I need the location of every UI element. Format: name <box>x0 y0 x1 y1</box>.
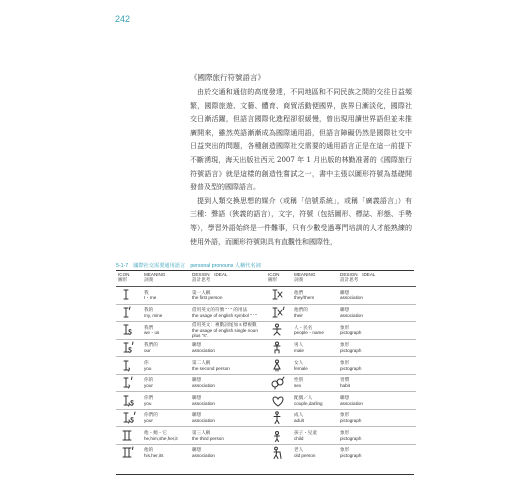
table-row <box>116 374 416 392</box>
design-zh: 第一人稱 <box>192 289 211 295</box>
bar-comma-icon <box>120 359 136 373</box>
design-zh: 象形 <box>340 429 350 435</box>
design-en: habit <box>340 383 350 389</box>
design-cell <box>190 322 266 340</box>
design-en: association <box>192 348 215 354</box>
meaning-en: female <box>294 365 308 371</box>
icon-cell <box>266 392 292 410</box>
design-cell <box>338 357 416 375</box>
design-en: association <box>192 400 215 406</box>
design-en: association <box>192 418 215 424</box>
table-caption: 5-1-7 國際社交需要通用語言 personal pronouns 人稱代名詞 <box>116 263 261 269</box>
design-zh: 聯想 <box>192 342 202 348</box>
design-en: the usage of english single noun plus "s". <box>192 327 258 339</box>
meaning-en: child <box>294 435 304 441</box>
design-zh: 聯想 <box>340 307 350 313</box>
table-row <box>116 409 416 427</box>
adult-figure-icon <box>270 411 286 425</box>
meaning-en: your <box>144 383 153 389</box>
meaning-zh: 孩子・兒童 <box>294 429 317 435</box>
meaning-en: their <box>294 312 303 318</box>
page-number: 242 <box>115 14 131 24</box>
table-row <box>116 322 416 340</box>
icon-cell <box>116 339 142 357</box>
meaning-zh: 性別 <box>294 377 304 383</box>
meaning-cell <box>142 392 190 410</box>
header-icon: ICON 圖形 <box>116 271 142 287</box>
design-cell <box>338 392 416 410</box>
sex-symbol-icon <box>270 376 286 390</box>
design-zh: 象形 <box>340 359 350 365</box>
meaning-en: your <box>144 418 153 424</box>
icon-cell <box>116 304 142 322</box>
icon-cell <box>266 304 292 322</box>
section-heading: 《國際旅行符號語言》 <box>190 73 265 82</box>
icon-cell <box>116 444 142 461</box>
multi-bar-icon <box>270 288 286 302</box>
design-en: pictograph <box>340 435 362 441</box>
header-design: DESIGN IDEAL 設計思考 <box>190 271 266 287</box>
meaning-cell <box>142 374 190 392</box>
meaning-zh: 他們的 <box>294 307 308 313</box>
child-figure-icon <box>270 429 286 443</box>
table-bottom-rule <box>116 474 414 475</box>
design-cell <box>190 304 266 322</box>
icon-cell <box>266 287 292 305</box>
icon-cell <box>266 339 292 357</box>
meaning-zh: 我的 <box>144 307 154 313</box>
icon-cell <box>266 322 292 340</box>
design-zh: 聯想 <box>192 394 202 400</box>
person-figure-icon <box>270 323 286 337</box>
meaning-zh: 你的 <box>144 377 154 383</box>
meaning-zh: 男人 <box>294 342 304 348</box>
meaning-en: couple,darling <box>294 400 323 406</box>
design-cell <box>338 322 416 340</box>
table-row <box>116 392 416 410</box>
double-bar-apostrophe-icon <box>120 446 136 460</box>
design-zh: 聯想 <box>192 412 202 418</box>
bar-comma-apostrophe-icon <box>120 376 136 390</box>
design-cell <box>190 357 266 375</box>
table-row <box>116 287 416 305</box>
design-zh: 聯想 <box>340 394 350 400</box>
design-cell <box>190 287 266 305</box>
design-cell <box>190 339 266 357</box>
icon-cell <box>266 427 292 445</box>
meaning-en: you <box>144 400 152 406</box>
meaning-zh: 你們的 <box>144 412 158 418</box>
old-person-figure-icon <box>270 446 286 460</box>
design-cell <box>190 427 266 445</box>
icon-cell <box>116 409 142 427</box>
meaning-en: sex <box>294 383 302 389</box>
design-en: pictograph <box>340 348 362 354</box>
icon-cell <box>116 287 142 305</box>
meaning-cell <box>142 409 190 427</box>
meaning-cell <box>292 339 338 357</box>
design-zh: 聯想 <box>340 289 350 295</box>
table-header-row <box>116 271 416 287</box>
design-cell <box>338 374 416 392</box>
meaning-zh: 他・她・它 <box>144 429 167 435</box>
table-row <box>116 444 416 461</box>
design-cell <box>338 427 416 445</box>
meaning-cell <box>142 322 190 340</box>
design-cell <box>190 392 266 410</box>
design-en: the first person <box>192 295 223 301</box>
header-design-2: DESIGN IDEAL 設計思考 <box>338 271 416 287</box>
design-cell <box>338 304 416 322</box>
meaning-cell <box>292 444 338 461</box>
header-meaning-2: MEANING 詞義 <box>292 271 338 287</box>
icon-cell <box>116 322 142 340</box>
design-zh: 象形 <box>340 342 350 348</box>
meaning-cell <box>142 304 190 322</box>
icon-cell <box>266 357 292 375</box>
header-icon-2: ICON 圖形 <box>266 271 292 287</box>
meaning-cell <box>292 287 338 305</box>
icon-cell <box>266 409 292 427</box>
pronoun-table <box>116 271 416 461</box>
design-zh: 聯想 <box>192 447 202 453</box>
meaning-zh: 老人 <box>294 447 304 453</box>
meaning-en: adult <box>294 418 304 424</box>
meaning-cell <box>142 287 190 305</box>
design-cell <box>338 287 416 305</box>
meaning-cell <box>142 427 190 445</box>
meaning-zh: 他們 <box>294 289 304 295</box>
design-cell <box>190 444 266 461</box>
meaning-zh: 人・民名 <box>294 324 313 330</box>
double-bar-icon <box>120 429 136 443</box>
meaning-cell <box>142 357 190 375</box>
design-en: the usage of english symbol " ' " <box>192 312 257 318</box>
paragraph-1: 由於交通和通信的高度發達，不同地區和不同民族之間的交往日益頻繁，國際旅遊、文藝、體育、商貿活動便國界，族界日漸淡化，國際社交日漸活躍，但語言國際化進程卻很緩慢，曾出現用讀世界語但並未推廣開來，雖然英語漸漸成為國際通用語，但語言障礙仍然是國際社交中日益突出的問題，各種創造國際社交需要的通用語言正是在這一前提下不斷湧現，海天出版社西元 2007 年 1 月出版的林勤准著的《國際旅行符號語言》就是這樣的創造性嘗試之一，書中主張以圖形符號為基礎開發普及型的國際語言。 <box>190 88 412 192</box>
design-cell <box>338 409 416 427</box>
meaning-en: they/them <box>294 295 315 301</box>
design-zh: 借用英文：複數詞尾加 s 標複數 <box>192 322 257 327</box>
design-en: association <box>192 383 215 389</box>
meaning-cell <box>292 374 338 392</box>
single-bar-icon <box>120 288 136 302</box>
meaning-zh: 我 <box>144 289 149 295</box>
female-figure-icon <box>270 359 286 373</box>
design-cell <box>190 409 266 427</box>
meaning-cell <box>292 304 338 322</box>
design-en: pictograph <box>340 453 362 459</box>
icon-cell <box>116 392 142 410</box>
meaning-cell <box>292 392 338 410</box>
meaning-zh: 女人 <box>294 359 304 365</box>
design-zh: 象形 <box>340 447 350 453</box>
design-en: pictograph <box>340 418 362 424</box>
table-row <box>116 304 416 322</box>
icon-cell <box>266 374 292 392</box>
design-zh: 第三人稱 <box>192 429 211 435</box>
table-row <box>116 339 416 357</box>
meaning-en: we・us <box>144 330 160 336</box>
body-text <box>190 86 412 249</box>
design-zh: 第二人稱 <box>192 359 211 365</box>
bar-comma-s-icon <box>120 394 136 408</box>
design-en: association <box>340 400 363 406</box>
meaning-en: his,her,its <box>144 453 164 459</box>
meaning-zh: 我們的 <box>144 342 158 348</box>
meaning-en: old person <box>294 453 316 459</box>
meaning-en: you <box>144 365 152 371</box>
table-row <box>116 427 416 445</box>
icon-cell <box>116 427 142 445</box>
design-zh: 象形 <box>340 324 350 330</box>
meaning-en: people・name <box>294 330 324 336</box>
meaning-zh: 你們 <box>144 394 154 400</box>
multi-bar-apostrophe-icon <box>270 306 286 320</box>
meaning-en: our <box>144 348 151 354</box>
design-en: the third person <box>192 435 224 441</box>
meaning-zh: 我們 <box>144 324 154 330</box>
design-zh: 借用英文的符號 " ' " 的用法 <box>192 307 248 313</box>
design-en: pictograph <box>340 365 362 371</box>
male-figure-icon <box>270 341 286 355</box>
bar-s-icon <box>120 323 136 337</box>
icon-cell <box>116 374 142 392</box>
meaning-zh: 他的 <box>144 447 154 453</box>
meaning-zh: 成人 <box>294 412 304 418</box>
meaning-cell <box>292 357 338 375</box>
design-cell <box>338 444 416 461</box>
design-en: the second person <box>192 365 230 371</box>
design-en: association <box>192 453 215 459</box>
design-cell <box>190 374 266 392</box>
meaning-en: he,him,she,her,it <box>144 435 178 441</box>
meaning-zh: 你 <box>144 359 149 365</box>
meaning-cell <box>142 444 190 461</box>
paragraph-2: 提到人類交換思想的媒介（或稱「信號系統」，或稱「廣義語言」）有三種：聲語（狹義的語言），文字，符號（包括圖形、標誌、形態、手勢等），學習外語始終是一件難事，只有少數受過專門培訓的人才能熟練的使用外語，而圖形符號則具有直觀性和國際性， <box>190 196 412 246</box>
meaning-cell <box>142 339 190 357</box>
icon-cell <box>266 444 292 461</box>
design-zh: 習慣 <box>340 377 350 383</box>
design-zh: 象形 <box>340 412 350 418</box>
meaning-en: I・me <box>144 295 157 301</box>
bar-s-apostrophe-icon <box>120 341 136 355</box>
design-en: pictograph <box>340 330 362 336</box>
header-meaning: MEANING 詞義 <box>142 271 190 287</box>
meaning-en: male <box>294 348 304 354</box>
design-zh: 聯想 <box>192 377 202 383</box>
meaning-cell <box>292 322 338 340</box>
bar-apostrophe-icon <box>120 306 136 320</box>
meaning-cell <box>292 427 338 445</box>
heart-couple-icon <box>270 394 286 408</box>
design-cell <box>338 339 416 357</box>
meaning-cell <box>292 409 338 427</box>
meaning-en: my, mine <box>144 312 163 318</box>
meaning-zh: 配偶／人 <box>294 394 313 400</box>
design-en: association <box>340 295 363 301</box>
design-en: association <box>340 312 363 318</box>
icon-cell <box>116 357 142 375</box>
bar-comma-s-apostrophe-icon <box>120 411 136 425</box>
table-row <box>116 357 416 375</box>
